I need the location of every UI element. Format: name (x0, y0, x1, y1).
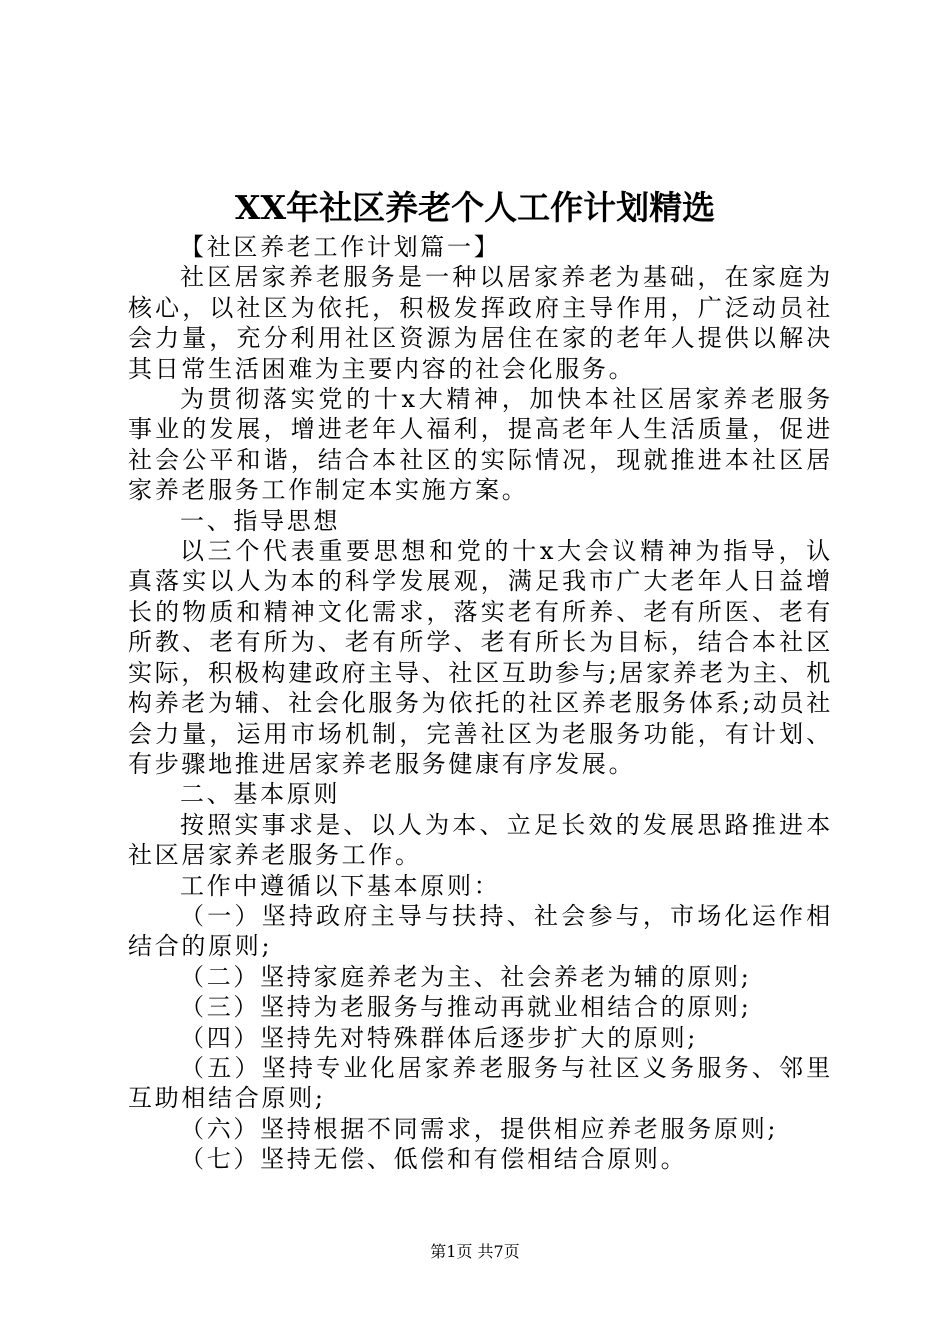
section-heading-part-one: 【社区养老工作计划篇一】 (180, 233, 501, 261)
principle-item: （四）坚持先对特殊群体后逐步扩大的原则; (180, 1023, 699, 1052)
principle-item: （一）坚持政府主导与扶持、社会参与，市场化运作相结合的原则; (128, 901, 833, 961)
body-paragraph: 为贯彻落实党的十x大精神，加快本社区居家养老服务事业的发展，增进老年人福利，提高老年人生活质量，促进社会公平和谐，结合本社区的实际情况，现就推进本社区居家养老服务工作制定本实施方案。 (128, 385, 833, 505)
document-title: XX年社区养老个人工作计划精选 (234, 188, 716, 227)
principle-item: （三）坚持为老服务与推动再就业相结合的原则; (180, 993, 752, 1022)
principle-item: （六）坚持根据不同需求，提供相应养老服务原则; (180, 1114, 779, 1143)
body-paragraph: 社区居家养老服务是一种以居家养老为基础，在家庭为核心，以社区为依托，积极发挥政府主导作用，广泛动员社会力量，充分利用社区资源为居住在家的老年人提供以解决其日常生活困难为主要内容的社会化服务。 (128, 263, 833, 383)
principle-item: （七）坚持无偿、低偿和有偿相结合原则。 (180, 1145, 688, 1174)
body-paragraph: 按照实事求是、以人为本、立足长效的发展思路推进本社区居家养老服务工作。 (128, 810, 833, 870)
section-heading-guiding-ideology: 一、指导思想 (180, 506, 341, 535)
document-body (128, 232, 833, 1175)
section-heading-basic-principles: 二、基本原则 (180, 780, 341, 809)
principle-item: （二）坚持家庭养老为主、社会养老为辅的原则; (180, 962, 752, 991)
page-number-footer: 第1页 共7页 (430, 1242, 520, 1261)
body-paragraph: 以三个代表重要思想和党的十x大会议精神为指导，认真落实以人为本的科学发展观，满足我市广大老年人日益增长的物质和精神文化需求，落实老有所养、老有所医、老有所教、老有所为、老有所学、老有所长为目标，结合本社区实际，积极构建政府主导、社区互助参与;居家养老为主、机构养老为辅、社会化服务为依托的社区养老服务体系;动员社会力量，运用市场机制，完善社区为老服务功能，有计划、有步骤地推进居家养老服务健康有序发展。 (128, 537, 833, 778)
body-paragraph: 工作中遵循以下基本原则： (180, 871, 501, 900)
principle-item: （五）坚持专业化居家养老服务与社区义务服务、邻里互助相结合原则; (128, 1053, 833, 1113)
